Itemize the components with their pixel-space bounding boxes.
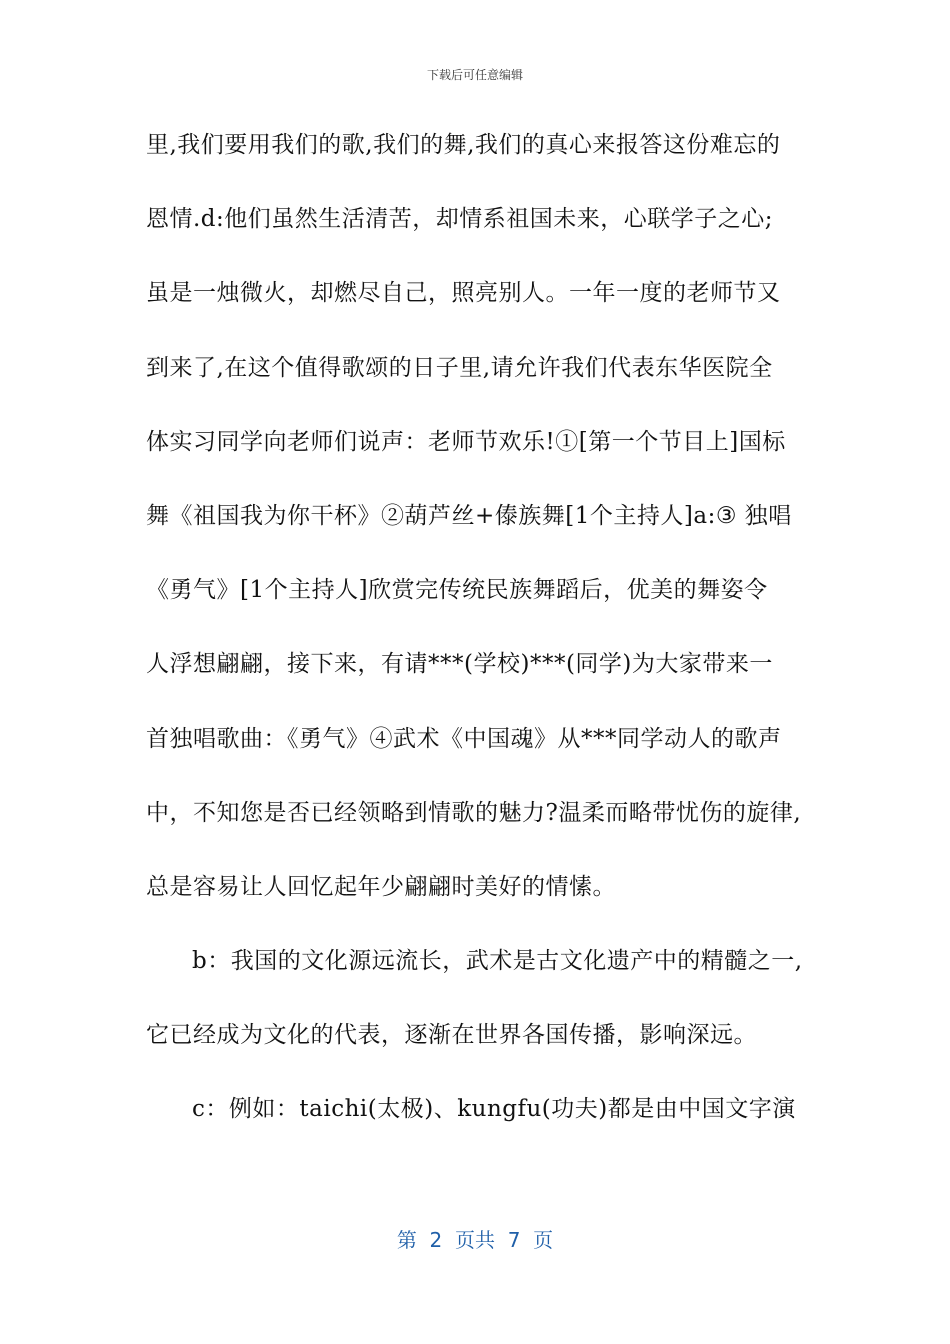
text-line: 《勇气》[1个主持人]欣赏完传统民族舞蹈后，优美的舞姿令 (146, 577, 768, 604)
text-line: 总是容易让人回忆起年少翩翩时美好的情愫。 (146, 873, 616, 900)
text-line: 中，不知您是否已经领略到情歌的魅力?温柔而略带忧伤的旋律, (146, 799, 802, 826)
paragraph-c-start: c：例如：taichi(太极)、kungfu(功夫)都是由中国文字演 (192, 1096, 796, 1123)
text-line: 体实习同学向老师们说声：老师节欢乐!①[第一个节目上]国标 (146, 428, 786, 455)
text-line: 到来了,在这个值得歌颂的日子里,请允许我们代表东华医院全 (146, 354, 773, 381)
paragraph-b-start: b：我国的文化源远流长，武术是古文化遗产中的精髓之一, (192, 948, 803, 975)
page-header: 下载后可任意编辑 (426, 68, 523, 82)
text-line: 恩情.d:他们虽然生活清苦，却情系祖国未来，心联学子之心; (146, 206, 774, 233)
text-line: 虽是一烛微火，却燃尽自己，照亮别人。一年一度的老师节又 (146, 280, 781, 307)
text-line: 舞《祖国我为你干杯》②葫芦丝+傣族舞[1个主持人]a:③ 独唱 (146, 502, 792, 529)
text-line: 人浮想翩翩，接下来，有请***(学校)***(同学)为大家带来一 (146, 651, 773, 678)
text-line: 它已经成为文化的代表，逐渐在世界各国传播，影响深远。 (146, 1022, 757, 1049)
page-number-footer: 第 2 页共 7 页 (396, 1228, 554, 1252)
text-line: 首独唱歌曲：《勇气》④武术《中国魂》从***同学动人的歌声 (146, 725, 782, 752)
document-body (146, 120, 806, 1159)
text-line: 里,我们要用我们的歌,我们的舞,我们的真心来报答这份难忘的 (146, 132, 781, 158)
